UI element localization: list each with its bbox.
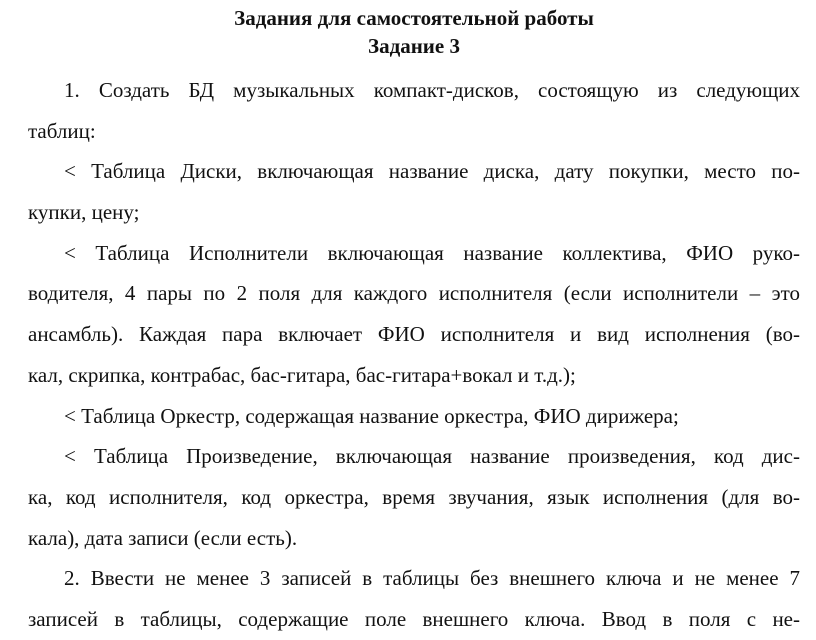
- paragraph-line: ансамбль). Каждая пара включает ФИО исполнителя и вид исполнения (во-: [28, 322, 800, 347]
- paragraph-line: кала), дата записи (если есть).: [28, 525, 298, 550]
- paragraph-line: таблиц:: [28, 118, 96, 143]
- paragraph-line: записей в таблицы, содержащие поле внешнего ключа. Ввод в поля с не-: [28, 606, 800, 631]
- task-heading: Задание 3: [368, 34, 460, 58]
- paragraph-line: < Таблица Произведение, включающая название произведения, код дис-: [64, 444, 800, 469]
- paragraph-line: купки, цену;: [28, 200, 140, 225]
- paragraph-line: < Таблица Диски, включающая название диска, дату покупки, место по-: [64, 159, 800, 184]
- paragraph-line: кал, скрипка, контрабас, бас-гитара, бас-гитара+вокал и т.д.);: [28, 362, 576, 387]
- paragraph-line: ка, код исполнителя, код оркестра, время звучания, язык исполнения (для во-: [28, 484, 800, 509]
- paragraph-line: водителя, 4 пары по 2 поля для каждого исполнителя (если исполнители – это: [28, 281, 800, 306]
- page-title: Задания для самостоятельной работы: [234, 6, 594, 30]
- task-body: [28, 70, 800, 640]
- paragraph-line: < Таблица Исполнители включающая название коллектива, ФИО руко-: [64, 240, 800, 265]
- paragraph-line: 1. Создать БД музыкальных компакт-дисков, состоящую из следующих: [64, 78, 800, 102]
- paragraph-line: 2. Ввести не менее 3 записей в таблицы без внешнего ключа и не менее 7: [64, 566, 800, 591]
- document-page: [28, 4, 800, 640]
- paragraph-line: < Таблица Оркестр, содержащая название оркестра, ФИО дирижера;: [64, 403, 679, 428]
